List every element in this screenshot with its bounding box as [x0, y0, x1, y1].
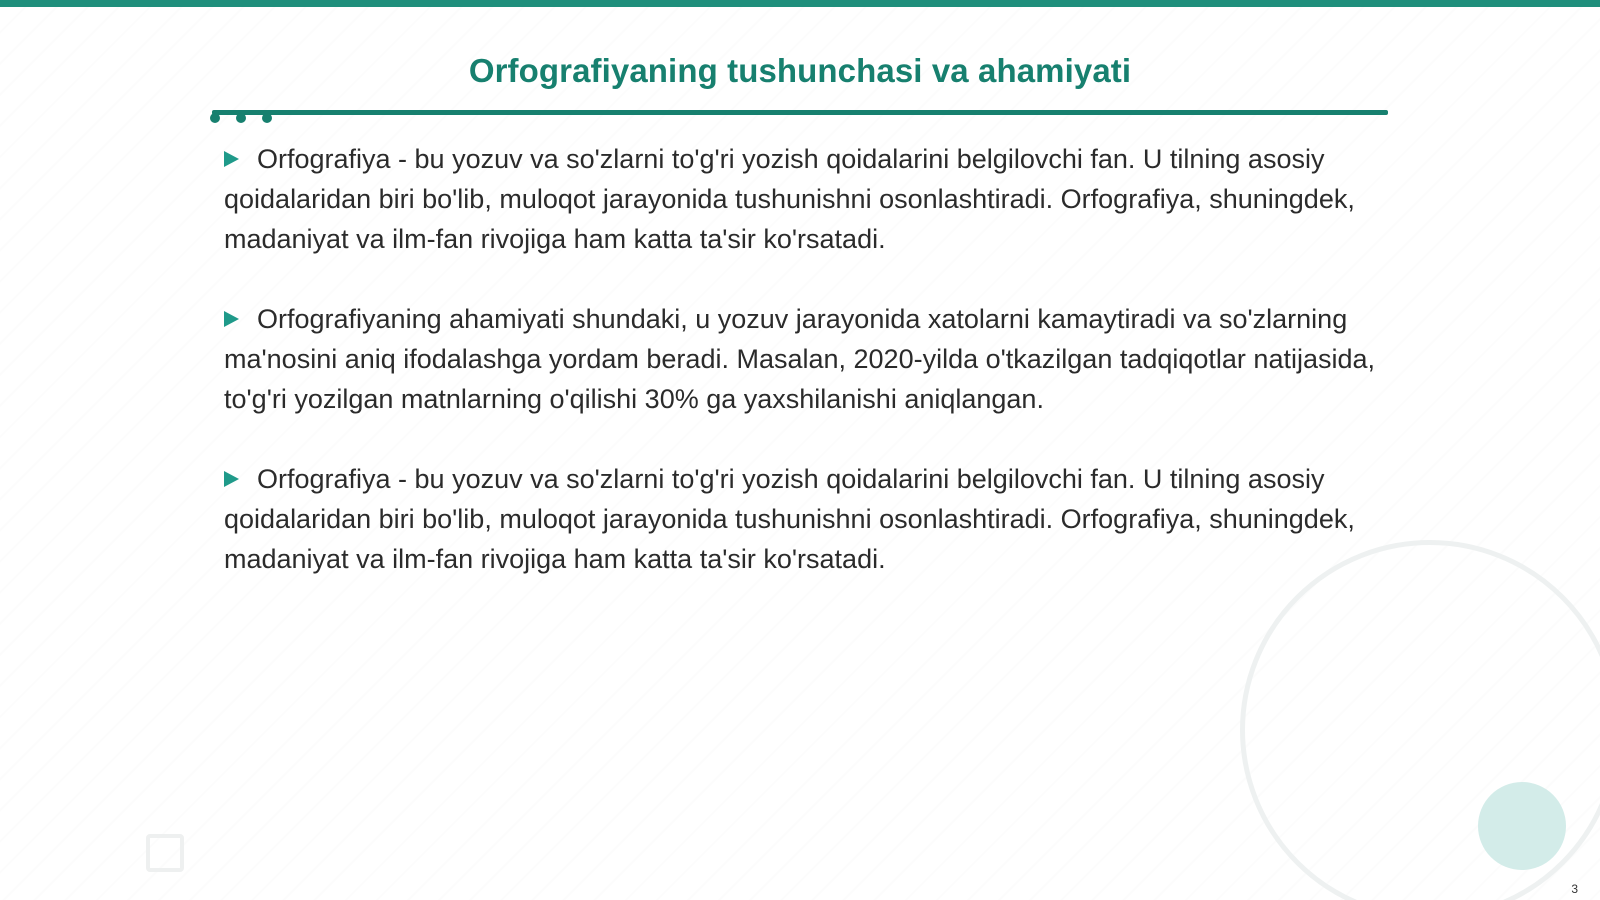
- title-underline: [212, 110, 1388, 115]
- decorative-square: [146, 834, 184, 872]
- triangle-bullet-icon: [224, 151, 239, 167]
- bullet-paragraph-3: [224, 459, 1384, 579]
- slide-title: Orfografiyaning tushunchasi va ahamiyati: [468, 52, 1132, 89]
- paragraph-text: Orfografiya - bu yozuv va so'zlarni to'g'ri yozish qoidalarini belgilovchi fan. U tilning asosiy qoidalaridan biri bo'lib, muloqot jarayonida tushunishni osonlashtiradi. Orfografiya, shuningdek, madaniyat va ilm-fan rivojiga ham katta ta'sir ko'rsatadi.: [224, 464, 1355, 574]
- bullet-paragraph-2: [224, 299, 1384, 419]
- decorative-dot-icon: [236, 113, 246, 123]
- paragraph-text: Orfografiyaning ahamiyati shundaki, u yozuv jarayonida xatolarni kamaytiradi va so'zlarning ma'nosini aniq ifodalashga yordam beradi. Masalan, 2020-yilda o'tkazilgan tadqiqotlar natijasida, to'g'ri yozilgan matnlarning o'qilishi 30% ga yaxshilanishi aniqlangan.: [224, 304, 1376, 414]
- slide-content: [224, 139, 1384, 619]
- decorative-circle: [1478, 782, 1566, 870]
- triangle-bullet-icon: [224, 471, 239, 487]
- page-number: 3: [1571, 882, 1578, 896]
- decorative-dot-icon: [262, 113, 272, 123]
- triangle-bullet-icon: [224, 311, 239, 327]
- top-accent-bar: [0, 0, 1600, 7]
- decorative-dot-icon: [210, 113, 220, 123]
- bullet-paragraph-1: [224, 139, 1384, 259]
- paragraph-text: Orfografiya - bu yozuv va so'zlarni to'g'ri yozish qoidalarini belgilovchi fan. U tilning asosiy qoidalaridan biri bo'lib, muloqot jarayonida tushunishni osonlashtiradi. Orfografiya, shuningdek, madaniyat va ilm-fan rivojiga ham katta ta'sir ko'rsatadi.: [224, 144, 1355, 254]
